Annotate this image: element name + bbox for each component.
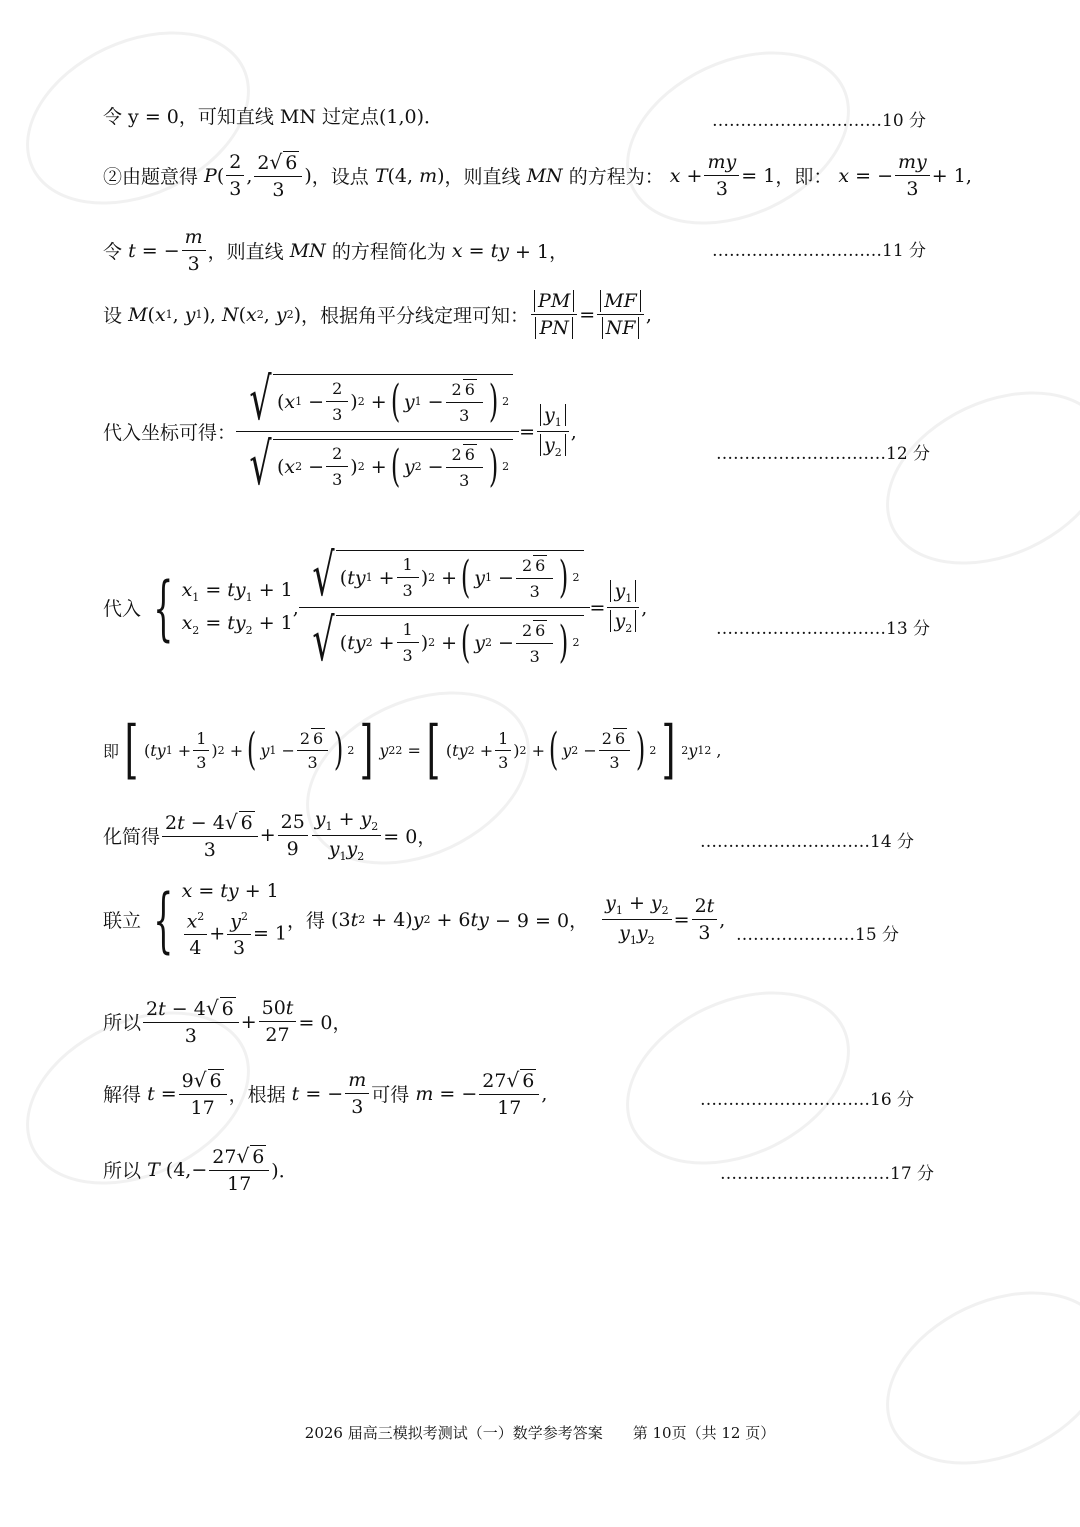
line-text: 解得: [103, 1084, 142, 1106]
line-text: 令: [103, 241, 123, 263]
line-text: ，则直线: [444, 166, 521, 188]
line-bisector-theorem: 设 M ( x 1 , y 1 ), N ( x 2 , y 2 ) ，根据角平分线定理可知： $\frac{PM}{PN}$ = $\frac{MF}{NF}$ ,: [103, 290, 652, 339]
line-simplified: 化简得 $\frac{2t - 4√ 6}{3}$ + $\frac{25}{9}$ $\frac{y_1 + y_2}{y_1y_2}$ = 0，: [103, 808, 437, 863]
score-16: …………………………16 分: [700, 1090, 915, 1110]
score-15: …………………15 分: [736, 925, 900, 945]
line-therefore: 所以 $\frac{2t - 4√ 6}{3}$ + $\frac{50t}{27}$ = 0，: [103, 996, 352, 1047]
line-text: 所以: [103, 1160, 142, 1182]
line-text: 代入坐标可得：: [103, 422, 237, 444]
watermark: [598, 17, 878, 258]
line-fixed-point: [103, 102, 443, 129]
line-final-point: 所以 T (4,− $\frac{27√ 6}{17}$ )．: [103, 1144, 298, 1195]
line-text: 所以: [103, 1012, 142, 1034]
line-text: 的方程为：: [568, 166, 664, 188]
score-13: …………………………13 分: [716, 619, 931, 639]
line-text: 可得: [371, 1084, 410, 1106]
line-text: ，则直线: [207, 241, 284, 263]
line-solve-t: 解得 t = $\frac{9√ 6}{17}$ ，根据 t = − $\frac{m}{3}$ 可得 m = − $\frac{27√ 6}{17}$ ,: [103, 1068, 548, 1119]
line-setup: ②由题意得 P ( $\frac{2}{3}$ , $\frac{2√ 6}{3}$ ) ，设点 T (4, m ) ，则直线 MN 的方程为： x + $\frac{my}{3}$ = 1 ，即： x = − $\frac{my}{3}$ + 1,: [103, 150, 972, 201]
line-text: ，设点: [311, 166, 369, 188]
line-substitute-lines: 代入 { $x_1 = ty_1 + 1$ $x_2 = ty_2 + 1$ , √ ( ty 1 + $\frac{1}{3}$ ) 2 + ( y 1 − $\frac{2 6}{3}$ ) 2 √ ( ty 2 + $\frac{1}{3}$ ) 2 + ( y 2 − $\frac{2 6}{3}$ ) 2 = $\frac{y_1}{y_2}$ ,: [103, 541, 648, 674]
page-footer: 2026 届高三模拟考测试（一）数学参考答案 第 10页（共 12 页）: [304, 1424, 776, 1442]
score-12: …………………………12 分: [716, 444, 931, 464]
line-text: 化简得: [103, 825, 161, 848]
line-substitution-t: 令 t = − $\frac{m}{3}$ ，则直线 MN 的方程简化为 x = ty + 1，: [103, 226, 569, 275]
line-text: 代入: [103, 598, 142, 620]
line-system: 联立 { x = ty + 1 $\frac{x^2}{4}$ + $\frac{y^2}{3}$ = 1 ，得 (3 t 2 + 4) y 2 + 6 ty − 9 = 0， $\frac{y_1 + y_2}{y_1y_2}$ = $\frac{2t}{3}$ ,: [103, 878, 726, 961]
score-10: …………………………10 分: [712, 111, 927, 131]
line-text: ，即：: [775, 166, 833, 188]
score-14: …………………………14 分: [700, 832, 915, 852]
line-text: 即: [103, 741, 120, 761]
score-17: …………………………17 分: [720, 1164, 935, 1184]
line-text: ②由题意得: [103, 166, 199, 188]
line-text: 的方程简化为: [331, 241, 446, 263]
line-squared-equation: 即 [ ( ty 1 + $\frac{1}{3}$ ) 2 + ( y 1 − $\frac{2 6}{3}$ ) 2 ] y 2 2 = [ ( ty 2 + $\frac{1}{3}$ ) 2 + ( y 2 − $\frac{2 6}{3}$ ) 2 ] 2 y 1 2 ,: [103, 713, 722, 787]
line-text: ，根据: [228, 1084, 286, 1106]
line-text: 联立: [103, 910, 142, 933]
line-coordinate-ratio: 代入坐标可得： √ ( x 1 − $\frac{2}{3}$ ) 2 + ( y 1 − $\frac{2 6}{3}$ ) 2 √ ( x 2 − $\frac{2}{3}$ ) 2 + ( y 2 − $\frac{2 6}{3}$ ) 2 = $\frac{y_1}{y_2}$ ,: [103, 365, 577, 498]
score-11: …………………………11 分: [712, 241, 927, 261]
line-text: 设: [103, 305, 123, 327]
line-text: ，根据角平分线定理可知：: [301, 305, 530, 327]
watermark: [858, 357, 1080, 598]
line-text: 令 y = 0，可知直线 MN 过定点(1,0)．: [103, 106, 444, 128]
line-text: ，得: [287, 910, 326, 933]
watermark: [858, 1257, 1080, 1498]
